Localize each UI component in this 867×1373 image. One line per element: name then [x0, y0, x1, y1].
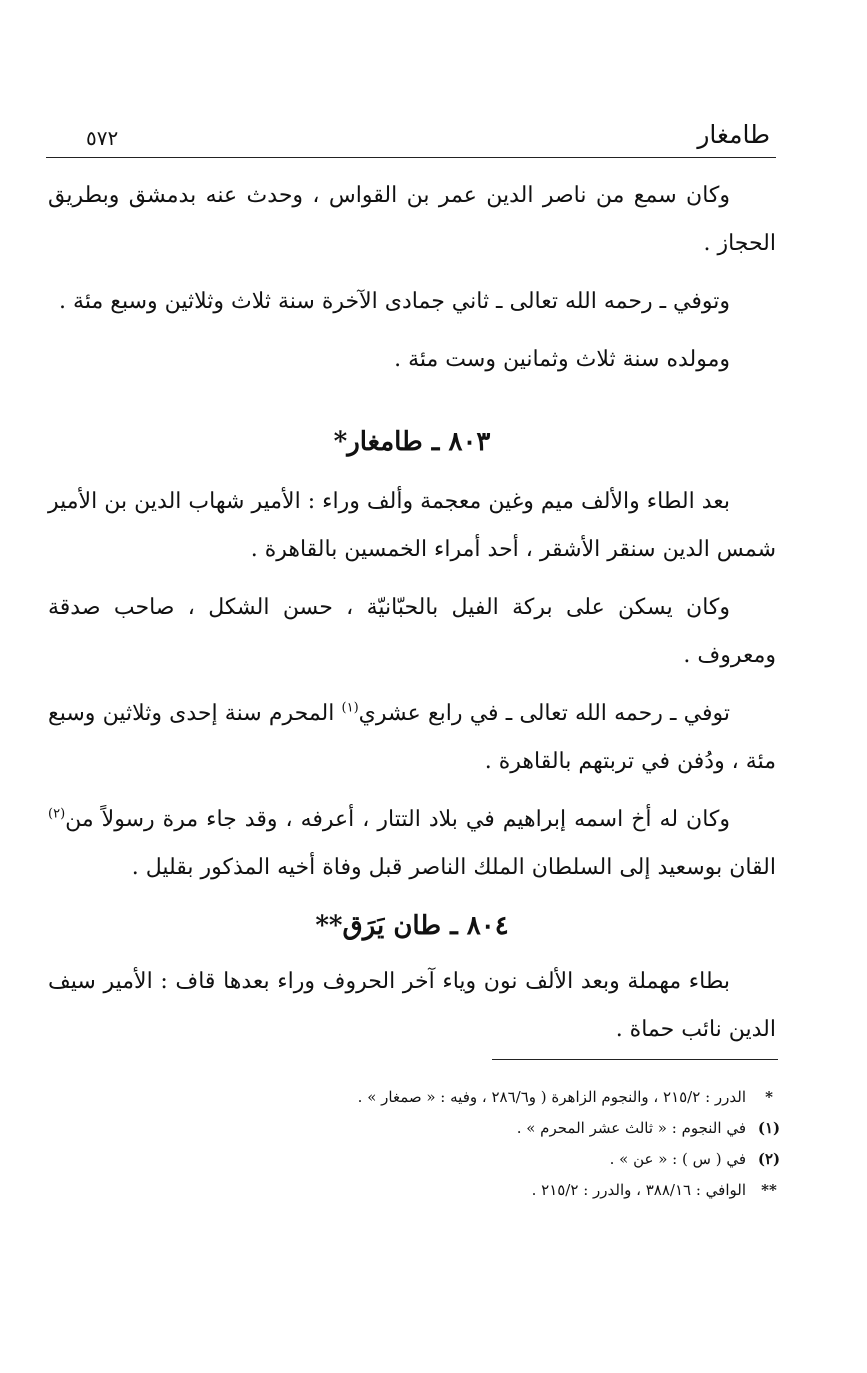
entry-803-paragraph-3 — [48, 690, 776, 786]
entry-803-paragraph-4-text-b: القان بوسعيد إلى السلطان الملك الناصر قبل وفاة أخيه المذكور بقليل . — [131, 855, 776, 880]
footnote-item — [120, 1175, 792, 1206]
footnote-ref-1: (١) — [341, 700, 359, 716]
footnote-text: الوافي : ٣٨٨/١٦ ، والدرر : ٢١٥/٢ . — [531, 1181, 746, 1199]
footnote-mark: (٢) — [757, 1150, 781, 1168]
footnotes — [120, 1082, 792, 1206]
footnote-text: الدرر : ٢١٥/٢ ، والنجوم الزاهرة ( و٢٨٦/٦ ، وفيه : « صمغار » . — [357, 1088, 746, 1106]
footnote-rule — [492, 1059, 778, 1060]
entry-803-paragraph-4 — [48, 796, 776, 892]
entry-804-title: ٨٠٤ ـ طان يَرَق** — [315, 911, 509, 941]
entry-803-paragraph-1: بعد الطاء والألف ميم وغين معجمة وألف وراء : الأمير شهاب الدين بن الأمير شمس الدين سنقر الأشقر ، أحد أمراء الخمسين بالقاهرة . — [48, 489, 776, 562]
paragraph-death: وتوفي ـ رحمه الله تعالى ـ ثاني جمادى الآخرة سنة ثلاث وثلاثين وسبع مئة . — [59, 289, 730, 314]
header-rule — [46, 157, 776, 158]
footnote-mark: * — [765, 1088, 773, 1106]
paragraph-hearing: وكان سمع من ناصر الدين عمر بن القواس ، وحدث عنه بدمشق وبطريق الحجاز . — [48, 183, 776, 256]
paragraph-birth: ومولده سنة ثلاث وثمانين وست مئة . — [394, 347, 730, 372]
entry-803-paragraph-4-text-a: وكان له أخ اسمه إبراهيم في بلاد التتار ، أعرفه ، وقد جاء مرة رسولاً من — [65, 807, 730, 832]
running-head-title: طامغار — [697, 120, 770, 149]
entry-804-paragraph-1: بطاء مهملة وبعد الألف نون وياء آخر الحروف وراء بعدها قاف : الأمير سيف الدين نائب حماة . — [48, 969, 776, 1042]
entry-803-title: ٨٠٣ ـ طامغار* — [333, 427, 491, 457]
entry-803-paragraph-2: وكان يسكن على بركة الفيل بالحبّانيّة ، حسن الشكل ، صاحب صدقة ومعروف . — [48, 595, 776, 668]
page-number: ٥٧٢ — [86, 126, 119, 150]
footnote-ref-2: (٢) — [48, 806, 66, 822]
entry-803-paragraph-3-text-b: المحرم سنة إحدى وثلاثين وسبع مئة ، ودُفن في تربتهم بالقاهرة . — [48, 701, 776, 774]
footnote-item — [120, 1082, 792, 1113]
running-head — [46, 118, 776, 158]
footnote-mark: ** — [761, 1181, 777, 1199]
entry-803-paragraph-3-text-a: توفي ـ رحمه الله تعالى ـ في رابع عشري — [358, 701, 730, 726]
footnote-item — [120, 1144, 792, 1175]
footnote-text: في النجوم : « ثالث عشر المحرم » . — [516, 1119, 746, 1137]
main-text — [48, 172, 776, 1064]
footnote-mark: (١) — [757, 1119, 781, 1137]
footnote-text: في ( س ) : « عن » . — [609, 1150, 746, 1168]
footnote-item — [120, 1113, 792, 1144]
